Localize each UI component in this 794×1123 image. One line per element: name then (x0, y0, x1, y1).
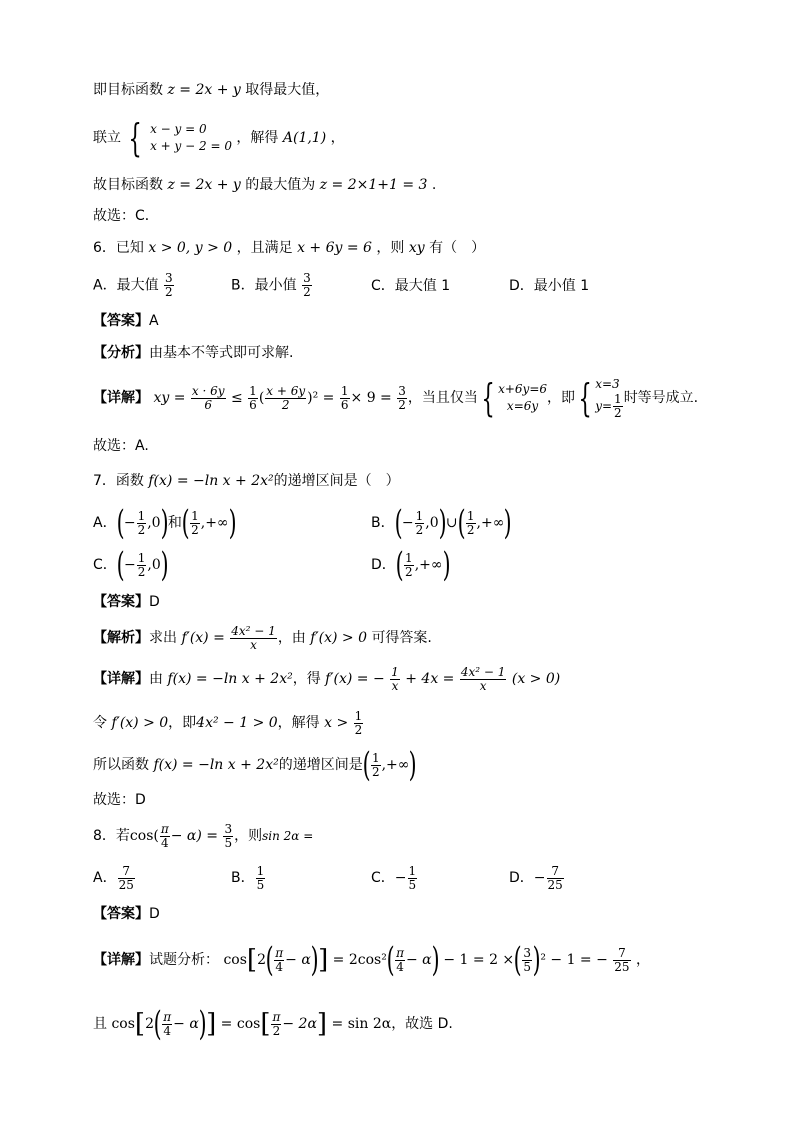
fraction (137, 552, 147, 579)
math-expr: (x > 0) (511, 671, 561, 687)
option-c: C．(− $\frac{1}{2}$ ,0) (93, 545, 169, 585)
denominator: 6 (340, 397, 349, 412)
numerator: 3 (224, 821, 233, 836)
option-b (231, 861, 266, 895)
question-6 (93, 238, 485, 258)
fraction (354, 710, 364, 737)
numerator: 7 (547, 865, 564, 879)
denominator: 4 (160, 835, 169, 850)
text: 故目标函数 (93, 177, 163, 193)
text: ，则 (376, 240, 405, 256)
brace: { (578, 376, 592, 420)
option-d (509, 861, 565, 895)
math-expr: xy (408, 240, 425, 256)
option-label: A．最大值 (93, 277, 159, 294)
denominator: x (250, 637, 257, 652)
math-expr: z = 2×1+1 = 3 (319, 177, 428, 193)
denominator: 2 (371, 764, 380, 779)
fraction (415, 510, 425, 537)
choose-line: 故选：C． (93, 208, 159, 224)
fraction (613, 393, 623, 420)
denominator: 25 (547, 877, 563, 892)
option-a (93, 272, 175, 299)
math-expr: − α) = (170, 828, 219, 844)
answer-tag: 【答案】 (93, 594, 149, 610)
text: ，由 (277, 630, 306, 646)
fraction (371, 752, 381, 779)
fraction (118, 865, 135, 892)
option-label: D． (509, 870, 534, 886)
math-expr: 2 (145, 1016, 154, 1032)
math-expr: sin 2α = (262, 829, 314, 843)
math-expr: ,+∞ (200, 515, 229, 531)
math-expr: − 2α (282, 1016, 317, 1032)
numerator: 1 (137, 550, 146, 565)
answer-value: D (149, 906, 160, 922)
numerator: 1 (340, 383, 349, 398)
denominator: 2 (191, 522, 199, 537)
numerator: 1 (371, 750, 380, 765)
text: 可得答案. (371, 630, 432, 646)
math-expr: ,0 (147, 515, 161, 531)
math-expr: z = 2x + y (167, 177, 241, 193)
equation: x − y = 0 (150, 122, 207, 136)
equation-system (498, 381, 547, 415)
text: ， (330, 130, 345, 146)
denominator: 5 (224, 835, 233, 850)
option-label: B．最小值 (231, 277, 297, 294)
text: 6．已知 (93, 240, 144, 256)
numerator: 1 (137, 508, 146, 523)
detail-8: 【详解】试题分析： cos[2( $\frac{\pi}{4}$ − α)] = 2cos²( $\frac{\pi}{4}$ − α) − 1 = 2 ×( $\frac{3}{5}$ )² − 1 = − $\frac{7}{25}$ ， (93, 940, 651, 980)
fraction (397, 385, 407, 412)
text: ，解得 (277, 715, 320, 731)
numerator: 1 (391, 664, 399, 679)
option-label: A． (93, 870, 117, 886)
numerator: 3 (303, 271, 311, 285)
fraction (613, 947, 630, 974)
numerator: 7 (613, 947, 630, 961)
fraction (230, 625, 277, 652)
equation: x=3 (595, 377, 620, 391)
fraction (408, 865, 418, 892)
text: 有（ ） (429, 240, 486, 256)
math-expr: ² − 1 = − (540, 952, 608, 968)
denominator: 2 (281, 397, 290, 412)
math-expr: f(x) = −ln x + 2x² (167, 671, 293, 687)
fraction (256, 865, 266, 892)
answer-8 (93, 904, 160, 924)
line-objective (93, 80, 329, 100)
math-expr: x + 6y = 6 (297, 240, 372, 256)
numerator: π (272, 1009, 281, 1024)
text: 和 (167, 515, 182, 531)
detail-tag: 【详解】 (93, 390, 149, 406)
text: 所以函数 (93, 757, 149, 773)
math-expr: − 1 = 2 × (443, 952, 515, 968)
equation: x + y − 2 = 0 (150, 139, 232, 153)
denominator: 2 (137, 564, 146, 579)
equation-system (595, 376, 623, 420)
option-label: A． (93, 515, 117, 531)
answer-7 (93, 592, 160, 612)
equation-system (150, 121, 232, 155)
fraction (190, 510, 200, 537)
math-expr: cos( (129, 828, 159, 844)
numerator: x · 6y (191, 383, 225, 398)
denominator: 4 (396, 959, 404, 974)
denominator: 2 (398, 397, 406, 412)
denominator: 2 (415, 522, 424, 537)
numerator: 1 (256, 863, 265, 878)
numerator: π (275, 945, 284, 960)
option-label: D． (371, 557, 396, 573)
text: 7．函数 (93, 473, 144, 489)
denominator: 25 (118, 877, 134, 892)
math-expr: f′(x) > 0 (310, 630, 367, 646)
text: 时等号成立. (623, 390, 699, 406)
math-expr: 4x² − 1 > 0 (196, 715, 278, 731)
fraction (340, 385, 350, 412)
answer-6 (93, 311, 159, 331)
numerator: 1 (249, 383, 257, 398)
fraction (404, 552, 414, 579)
fraction (191, 385, 226, 412)
numerator: 4x² − 1 (460, 664, 506, 679)
detail-6: 【详解】 xy = $\frac{x \cdot 6y}{6}$ ≤ $\frac{1}{6}$ ( $\frac{x + 6y}{2}$ )² = $\frac{1}{6}$ × 9 = $\frac{3}{2}$ ，当且仅当{ x+6y=6 x=6y ，即{ x=3 y= $\frac{1}{2}$ 时等号成立. (93, 376, 699, 420)
text: ， (636, 952, 651, 968)
detail-7 (93, 661, 560, 697)
operator: × 9 = (350, 390, 392, 406)
text: 联立 (93, 130, 121, 146)
math-expr: f′(x) = (181, 630, 225, 646)
math-expr: f(x) = −ln x + 2x² (148, 473, 274, 489)
line-max-value (93, 175, 436, 195)
text: 求出 (149, 630, 177, 646)
text: 取得最大值， (245, 82, 330, 98)
brace: { (481, 376, 495, 420)
answer-tag: 【答案】 (93, 906, 149, 922)
analysis-tag: 【分析】 (93, 345, 149, 361)
numerator: π (396, 945, 404, 960)
text: 由 (149, 671, 163, 687)
line-system (93, 118, 345, 158)
text: ，则 (234, 828, 263, 844)
text: ，即 (168, 715, 197, 731)
option-label: C． (371, 870, 395, 886)
math-expr: cos (111, 1016, 135, 1032)
operator: ∪ (445, 515, 458, 531)
text: ，且满足 (236, 240, 293, 256)
math-expr: z = 2x + y (167, 82, 241, 98)
text: 且 (93, 1016, 107, 1032)
answer-value: A (149, 313, 159, 329)
text: 的递增区间是（ ） (273, 473, 400, 489)
fraction (460, 666, 507, 693)
operator: )² = (307, 390, 335, 406)
choose-7: 故选：D (93, 792, 146, 808)
math-expr: 2 (257, 952, 266, 968)
math-expr: − α (285, 952, 311, 968)
detail-8-line2: 且 cos[2( $\frac{\pi}{4}$ − α)] = cos[ $\frac{\pi}{2}$ − 2α] = sin 2α，故选 D. (93, 1004, 453, 1044)
equation: y= (595, 399, 613, 413)
math-expr: f(x) = −ln x + 2x² (153, 757, 279, 773)
denominator: 6 (249, 397, 257, 412)
numerator: 1 (405, 550, 413, 565)
denominator: x (391, 678, 399, 693)
analysis-6 (93, 343, 293, 363)
fraction (271, 1011, 281, 1038)
fraction (265, 385, 306, 412)
math-expr: ,0 (147, 557, 161, 573)
brace: { (128, 116, 143, 160)
math-expr: ,+∞ (381, 757, 410, 773)
math-expr: f′(x) > 0 (111, 715, 169, 731)
fraction (248, 385, 258, 412)
numerator: π (163, 1009, 172, 1024)
option-b: B．(− $\frac{1}{2}$ ,0)∪( $\frac{1}{2}$ ,+∞) (371, 503, 512, 543)
math-expr: f′(x) = − (325, 671, 385, 687)
text: ，即 (547, 390, 576, 406)
text: 试题分析： (149, 952, 219, 968)
denominator: 2 (466, 522, 475, 537)
math-expr: ,+∞ (414, 557, 443, 573)
option-c: C．最大值 1 (371, 278, 451, 294)
numerator: 7 (118, 865, 135, 879)
text: ，故选 D. (391, 1016, 453, 1032)
operator: − (394, 870, 407, 886)
fraction (223, 823, 233, 850)
denominator: 2 (165, 285, 173, 299)
text: ，得 (292, 671, 321, 687)
numerator: 1 (354, 708, 363, 723)
text: 即目标函数 (93, 82, 163, 98)
fraction (274, 947, 284, 974)
denominator: 5 (256, 877, 265, 892)
math-expr: x > (324, 715, 349, 731)
detail-tag: 【详解】 (93, 671, 149, 687)
math-expr: x > 0, y > 0 (148, 240, 233, 256)
text: 8．若 (93, 828, 130, 844)
equation: x+6y=6 (498, 382, 548, 396)
denominator: 5 (523, 959, 532, 974)
text: 令 (93, 715, 107, 731)
question-7 (93, 471, 400, 491)
fraction (162, 1011, 172, 1038)
fraction (390, 666, 400, 693)
option-label: C． (93, 557, 117, 573)
denominator: 2 (405, 564, 413, 579)
option-a: A．(− $\frac{1}{2}$ ,0)和( $\frac{1}{2}$ ,+∞) (93, 503, 237, 543)
math-expr: ,+∞ (476, 515, 505, 531)
operator: ≤ (230, 390, 243, 406)
denominator: 2 (354, 722, 363, 737)
math-expr: − α (173, 1016, 199, 1032)
answer-tag: 【答案】 (93, 313, 149, 329)
denominator: 25 (614, 959, 630, 974)
answer-value: D (149, 594, 160, 610)
fraction (522, 947, 532, 974)
math-expr: cos (223, 952, 247, 968)
math-expr: ,0 (425, 515, 439, 531)
fraction (547, 865, 564, 892)
denominator: 2 (137, 522, 146, 537)
numerator: x + 6y (266, 383, 306, 398)
fraction (395, 947, 405, 974)
text: 的递增区间是 (278, 757, 363, 773)
denominator: 2 (272, 1023, 281, 1038)
operator: − (533, 870, 546, 886)
numerator: 1 (415, 508, 424, 523)
text: 的最大值为 (245, 177, 316, 193)
denominator: 6 (204, 397, 213, 412)
numerator: 3 (523, 945, 532, 960)
numerator: 3 (398, 383, 406, 398)
text: ，解得 (236, 130, 279, 146)
denominator: 2 (614, 406, 622, 420)
option-b (231, 272, 313, 299)
math-expr: = sin 2α (331, 1016, 392, 1032)
option-d: D．最小值 1 (509, 278, 590, 294)
numerator: 4x² − 1 (231, 623, 276, 638)
math-expr: A(1,1) (282, 130, 327, 146)
denominator: 4 (163, 1023, 172, 1038)
detail-7-line2 (93, 705, 364, 741)
analysis-text: 由基本不等式即可求解. (149, 345, 294, 361)
denominator: x (479, 678, 487, 693)
fraction (466, 510, 476, 537)
detail-tag: 【详解】 (93, 952, 149, 968)
analysis-7 (93, 620, 432, 656)
numerator: π (160, 821, 169, 836)
detail-7-line3: 所以函数 f(x) = −ln x + 2x²的递增区间是( $\frac{1}{2}$ ,+∞) (93, 745, 418, 785)
text: . (431, 177, 437, 193)
math-expr: + 4x = (405, 671, 455, 687)
denominator: 5 (408, 877, 417, 892)
analysis-tag: 【解析】 (93, 630, 149, 646)
option-label: B． (371, 515, 395, 531)
equation: x=6y (506, 399, 539, 413)
math-expr: = cos (220, 1016, 261, 1032)
numerator: 3 (165, 271, 173, 285)
fraction (302, 272, 312, 299)
math-expr: = 2cos² (332, 952, 387, 968)
math-expr: − α (405, 952, 432, 968)
fraction (164, 272, 174, 299)
text: ，当且仅当 (407, 390, 478, 406)
question-8 (93, 818, 313, 854)
option-d: D．( $\frac{1}{2}$ ,+∞) (371, 545, 451, 585)
denominator: 2 (303, 285, 311, 299)
option-a (93, 861, 136, 895)
math-expr: xy = (153, 390, 186, 406)
denominator: 4 (275, 959, 284, 974)
fraction (137, 510, 147, 537)
numerator: 1 (408, 863, 417, 878)
choose-6: 故选：A. (93, 438, 149, 454)
numerator: 1 (614, 392, 622, 406)
option-c (371, 861, 418, 895)
numerator: 1 (466, 508, 475, 523)
fraction (160, 823, 170, 850)
numerator: 1 (191, 508, 199, 523)
option-label: B． (231, 870, 255, 886)
